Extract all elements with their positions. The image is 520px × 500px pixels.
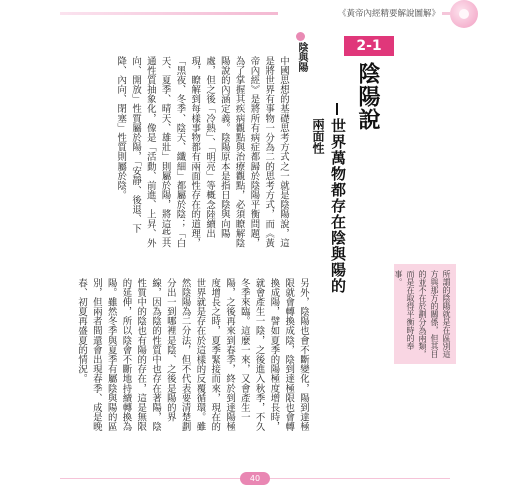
chapter-title: 陰陽說 (355, 62, 380, 131)
subtitle-dash (336, 103, 338, 115)
header-circle-decoration (450, 0, 478, 28)
chapter-subtitle: 世界萬物都存在陰與陽的 (329, 118, 347, 294)
section-heading: 陰與陽 (296, 42, 307, 72)
chapter-number-tag: 2-1 (344, 36, 394, 56)
body-text-bottom: 另外，陰陽也會不斷變化，陽到達極限就會轉換成陰，陰到達極限也會轉換成陽，譬如夏季的陽極度增長時，就會產生一陰，之後進入秋季，不久冬季來臨。這麼一來，又會產生一陽，之後再來到春季，終於到達陽極度增長之時，夏季緊接而來，現在的世界就是存在於這樣的反覆循環。雖然陰陽為二分法，但不代表要清楚劃分出一到哪裡是陰、之後是陽的界線，因為陰的性質中也存在著陽，陰性質中的陰也有陽的存在，這是無限的延伸，所以陰會不斷地持續轉換為陽。雖然冬季與夏季有屬陰與陽的區別，但兩者間還會出現春季、成是晚春、初夏再盛夏的情況。 (76, 278, 309, 432)
sidebar-note: 所謂的陰陽就是在區別這方與那方的關係，但其目的並不在於劃分為兩類，而是在取得平衡時的奉事。 (394, 270, 451, 358)
chapter-subtitle-line2: 兩面性 (311, 118, 325, 154)
section-bullet-icon (296, 32, 305, 41)
book-title: 《黃帝內經精要解說圖解》 (278, 7, 442, 19)
page-number: 40 (240, 472, 270, 485)
body-text-top: 中國思想的基礎思考方式之一就是陰陽說，這是將世界有事物一分為二的思考方式，而《黃帝內經》是將所有病症都歸於陰陽平衡問題，為了掌握其疾病觀點與治療觀點，必須瞭解陰陽說的內涵定義。陰陽原本是指日陰與向陽處，但之後「冷熱」、「明亮」等概念陸續出現，瞭解到每樣事物都有兩面性存在的道理，「黑夜、冬季、陰天、纖細」都屬於陰；「白天、夏季、晴天、雄壯」則屬於陽，將這些共通性質抽象化，像是「活動、前進、上昇、外向、開放」性質屬於陽，「安靜、後退、下降、內向、閉塞」性質則屬於陰。 (115, 56, 289, 248)
